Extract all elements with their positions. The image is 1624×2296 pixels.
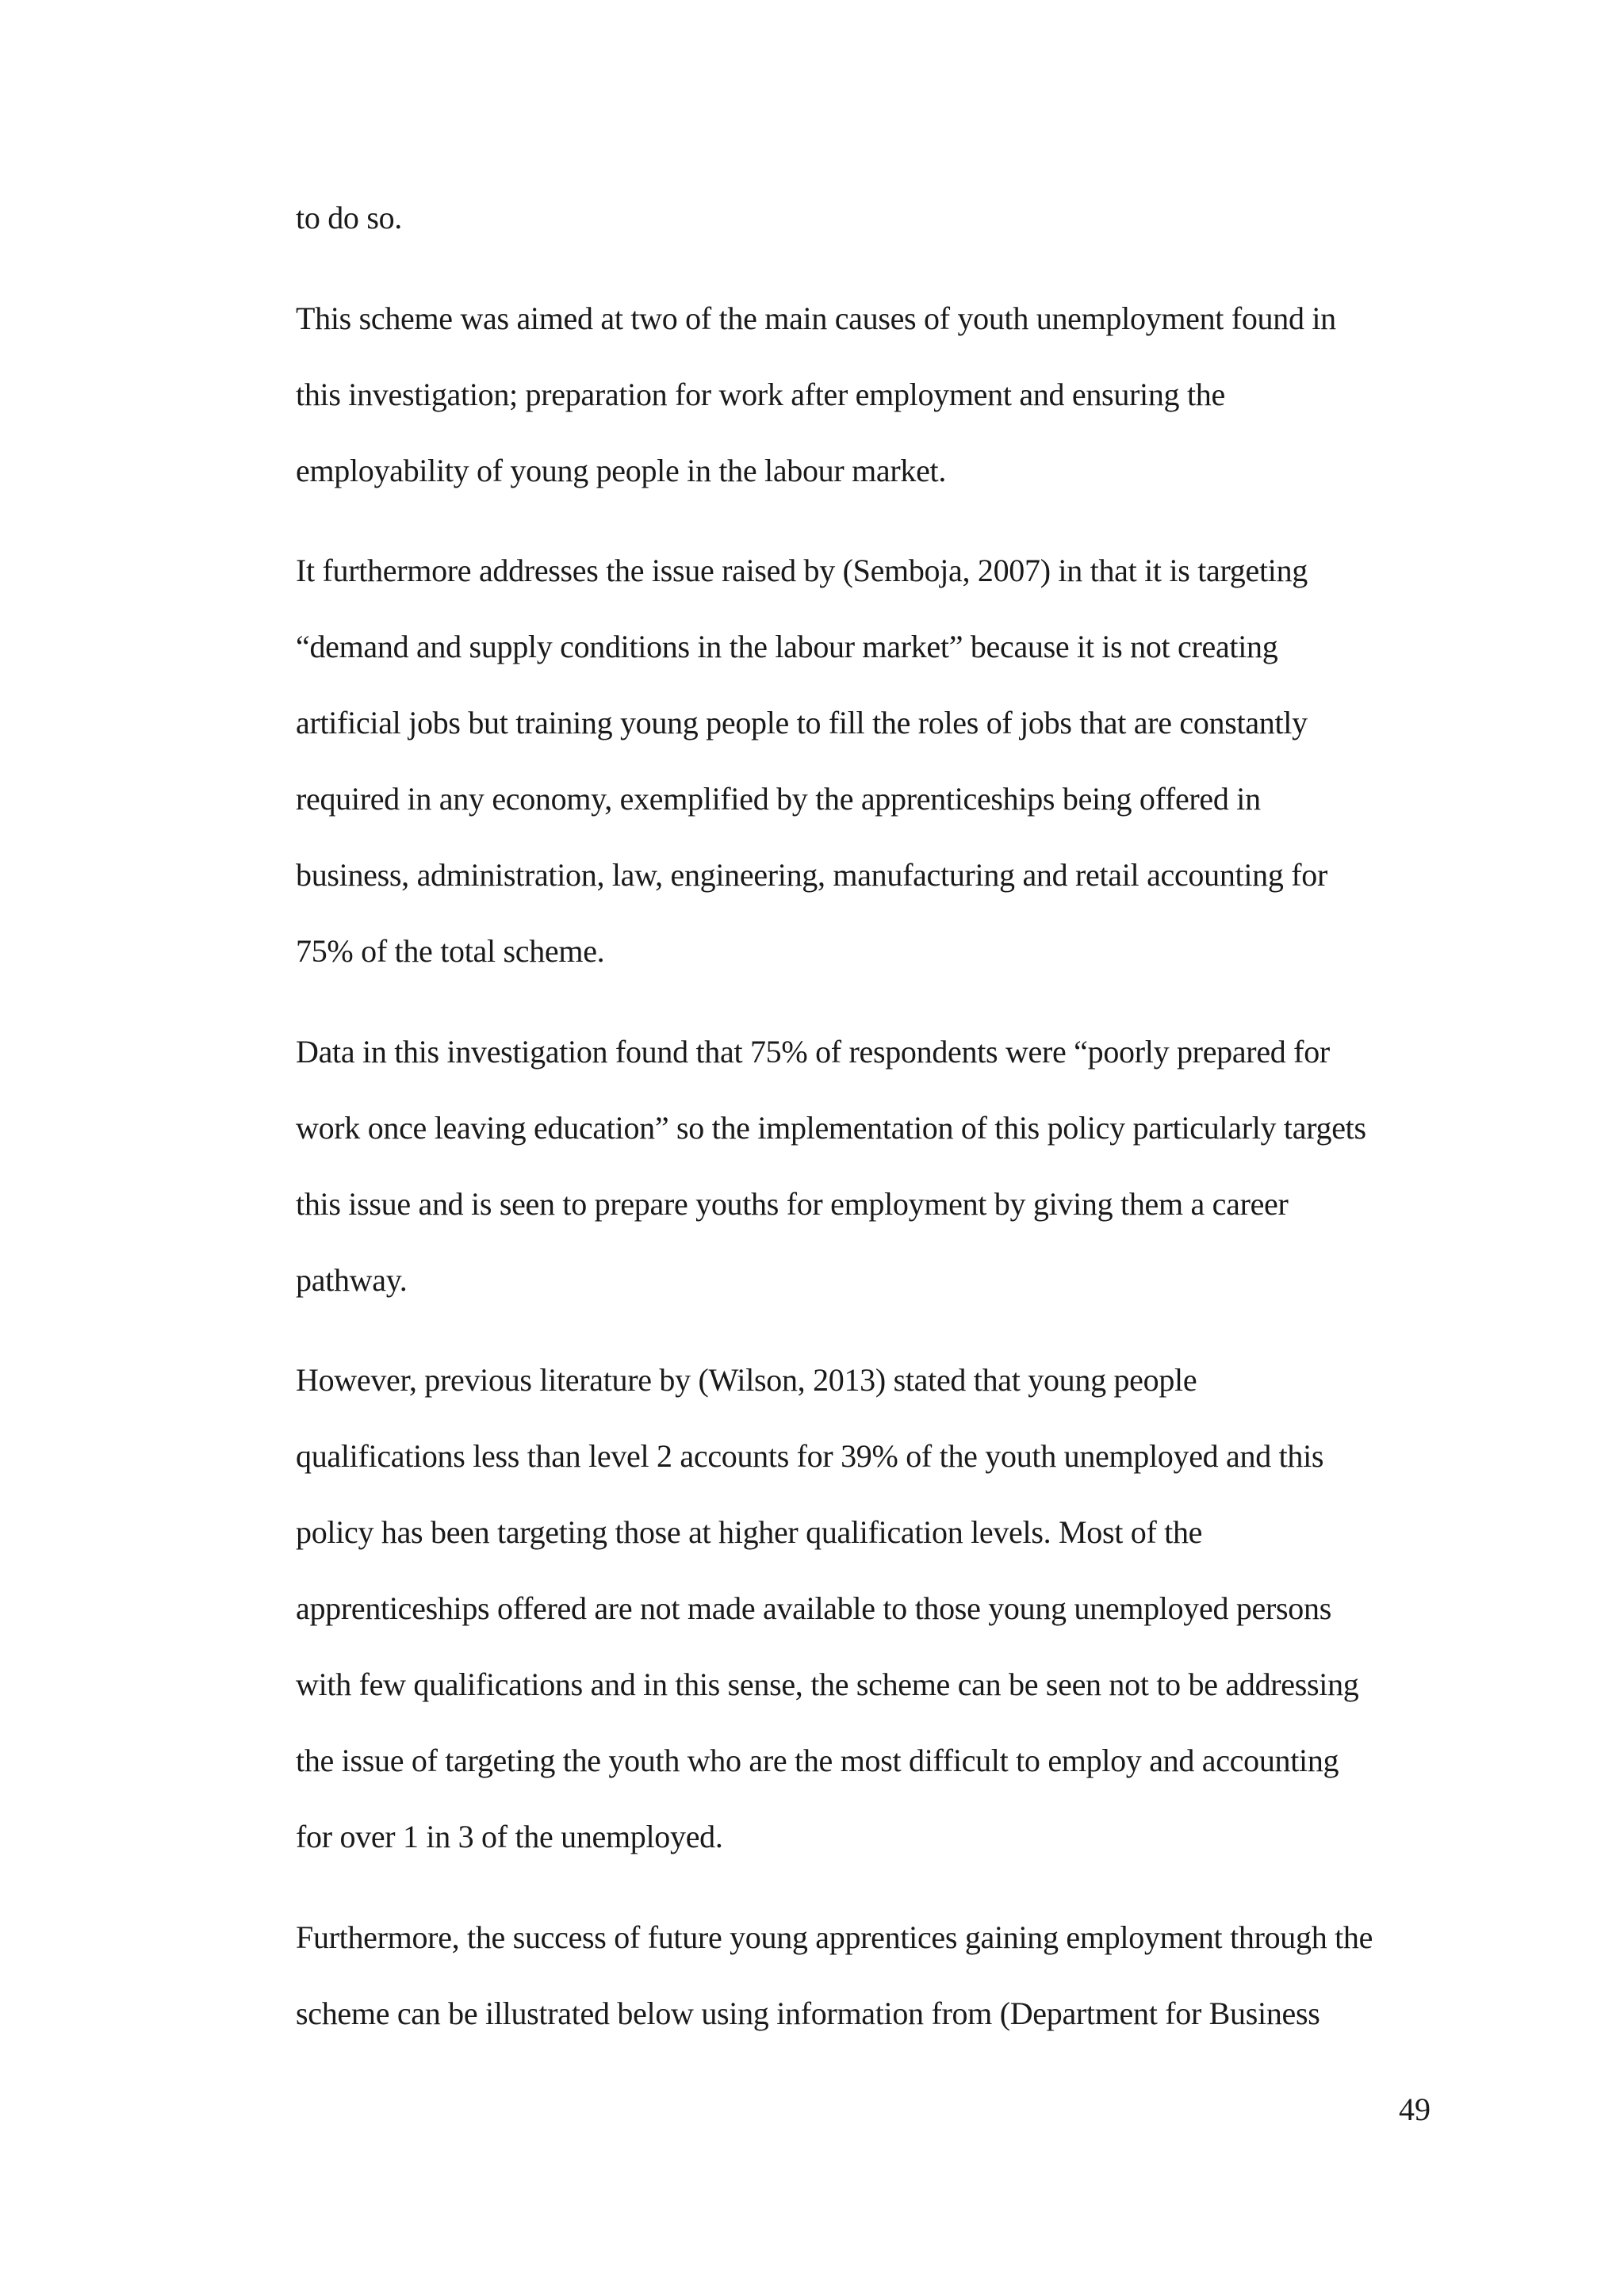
text-line: Furthermore, the success of future young apprentices gaining employment through the (296, 1919, 1373, 1955)
text-line: 75% of the total scheme. (296, 933, 605, 969)
text-line: scheme can be illustrated below using information from (Department for Business (296, 1996, 1320, 2031)
text-line: However, previous literature by (Wilson, 2013) stated that young people (296, 1362, 1197, 1398)
text-line: to do so. (296, 200, 402, 235)
text-line: business, administration, law, engineering, manufacturing and retail accounting for (296, 857, 1327, 893)
text-line: with few qualifications and in this sense, the scheme can be seen not to be addressing (296, 1667, 1359, 1702)
text-line: It furthermore addresses the issue raised by (Semboja, 2007) in that it is targeting (296, 553, 1308, 588)
text-line: Data in this investigation found that 75% of respondents were “poorly prepared for (296, 1034, 1330, 1070)
text-line: employability of young people in the labour market. (296, 453, 947, 488)
text-line: qualifications less than level 2 accounts for 39% of the youth unemployed and this (296, 1438, 1324, 1474)
text-line: the issue of targeting the youth who are the most difficult to employ and accounting (296, 1743, 1339, 1778)
text-line: pathway. (296, 1262, 408, 1298)
page-number: 49 (1399, 2091, 1431, 2127)
text-line: artificial jobs but training young people to fill the roles of jobs that are constantly (296, 705, 1308, 740)
text-line: This scheme was aimed at two of the main causes of youth unemployment found in (296, 300, 1336, 336)
text-line: for over 1 in 3 of the unemployed. (296, 1819, 723, 1854)
text-line: apprenticeships offered are not made available to those young unemployed persons (296, 1590, 1331, 1626)
text-line: “demand and supply conditions in the labour market” because it is not creating (296, 629, 1278, 664)
text-line: policy has been targeting those at higher qualification levels. Most of the (296, 1514, 1203, 1550)
text-line: this investigation; preparation for work after employment and ensuring the (296, 377, 1225, 412)
text-line: work once leaving education” so the implementation of this policy particularly targets (296, 1110, 1366, 1146)
text-line: this issue and is seen to prepare youths for employment by giving them a career (296, 1186, 1289, 1222)
text-line: required in any economy, exemplified by the apprenticeships being offered in (296, 781, 1261, 817)
